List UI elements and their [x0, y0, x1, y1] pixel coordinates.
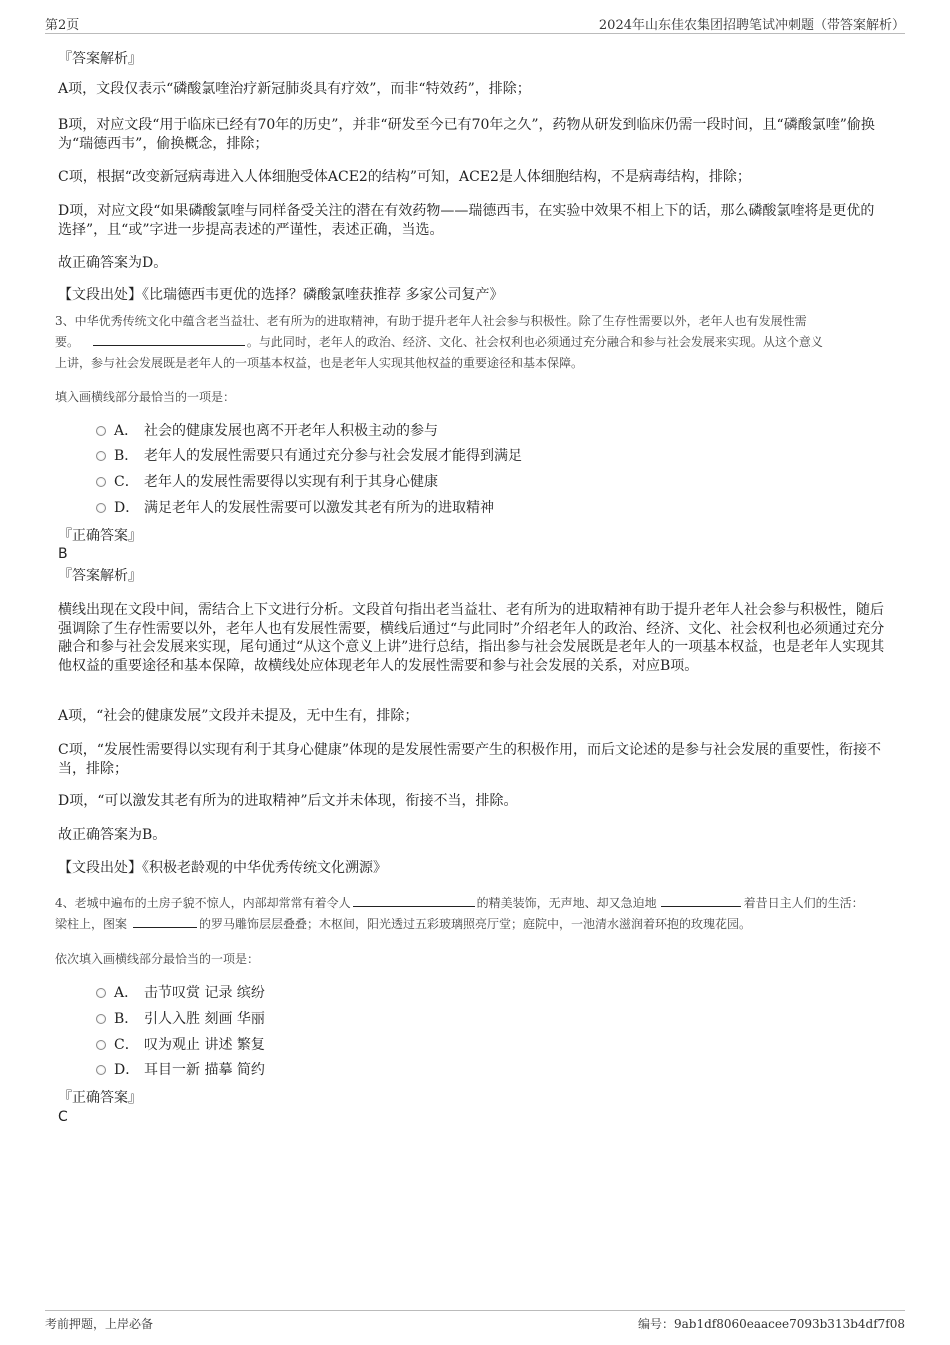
- q3-stem-line2: 要。 。与此同时，老年人的政治、经济、文化、社会权利也必须通过充分融合和参与社会发展来实现。从这个意义: [55, 335, 823, 349]
- radio-icon[interactable]: [96, 426, 106, 436]
- q4-stem-line1: 4、老城中遍布的土房子貌不惊人，内部却常常有着令人 的精美装饰，无声地、却又急迫地 着昔日主人们的生活：: [55, 896, 864, 910]
- q2-conclusion: 故正确答案为D。: [58, 255, 168, 271]
- q4-option-a[interactable]: A． 击节叹赏 记录 缤纷: [96, 983, 265, 1003]
- q3-option-c[interactable]: C． 老年人的发展性需要得以实现有利于其身心健康: [96, 472, 438, 492]
- q4-prompt: 依次填入画横线部分最恰当的一项是：: [55, 952, 260, 966]
- q4-stem: [55, 893, 905, 935]
- q3-blank: [93, 334, 245, 346]
- page-number: 第2页: [45, 18, 80, 33]
- q3-answer-heading: 『正确答案』: [58, 528, 142, 544]
- radio-icon[interactable]: [96, 451, 106, 461]
- q3-option-b[interactable]: B． 老年人的发展性需要只有通过充分参与社会发展才能得到满足: [96, 446, 522, 466]
- q3-answer: B: [58, 546, 68, 562]
- q3-stem: [55, 311, 905, 374]
- q4-blank-3: [133, 916, 197, 928]
- q3-source: 【文段出处】《积极老龄观的中华优秀传统文化溯源》: [58, 860, 387, 876]
- q2-analysis-b: B项，对应文段“用于临床已经有70年的历史”，并非“研发至今已有70年之久”，药物从研发到临床仍需一段时间，且“磷酸氯喹”偷换为“瑞德西韦”，偷换概念，排除；: [58, 117, 875, 152]
- q2-analysis-heading: 『答案解析』: [58, 51, 142, 67]
- q4-blank-1: [353, 895, 475, 907]
- radio-icon[interactable]: [96, 477, 106, 487]
- q2-analysis-d: D项，对应文段“如果磷酸氯喹与同样备受关注的潜在有效药物——瑞德西韦，在实验中效果不相上下的话，那么磷酸氯喹将是更优的选择”，且“或”字进一步提高表述的严谨性，表述正确，当选。: [58, 203, 875, 238]
- q4-answer: C: [58, 1109, 68, 1125]
- radio-icon[interactable]: [96, 1065, 106, 1075]
- q3-prompt: 填入画横线部分最恰当的一项是：: [55, 390, 236, 404]
- q4-blank-2: [661, 895, 741, 907]
- page-footer: [45, 1310, 905, 1334]
- q3-analysis-d: D项，“可以激发其老有所为的进取精神”后文并未体现，衔接不当，排除。: [58, 793, 518, 809]
- q4-option-b[interactable]: B． 引人入胜 刻画 华丽: [96, 1009, 265, 1029]
- q3-analysis-heading: 『答案解析』: [58, 568, 142, 584]
- q3-stem-line3: 上讲，参与社会发展既是老年人的一项基本权益，也是老年人实现其他权益的重要途径和基本保障。: [55, 356, 584, 370]
- radio-icon[interactable]: [96, 503, 106, 513]
- q4-option-d[interactable]: D． 耳目一新 描摹 简约: [96, 1060, 265, 1080]
- q3-analysis-c: C项，“发展性需要得以实现有利于其身心健康”体现的是发展性需要产生的积极作用，而后文论述的是参与社会发展的重要性，衔接不当，排除；: [58, 742, 882, 777]
- q2-source: 【文段出处】《比瑞德西韦更优的选择？磷酸氯喹获推荐 多家公司复产》: [58, 287, 504, 303]
- q3-conclusion: 故正确答案为B。: [58, 827, 167, 843]
- q2-analysis-c: C项，根据“改变新冠病毒进入人体细胞受体ACE2的结构”可知，ACE2是人体细胞结构，不是病毒结构，排除；: [58, 169, 751, 185]
- q4-answer-heading: 『正确答案』: [58, 1090, 142, 1106]
- q4-option-c[interactable]: C． 叹为观止 讲述 繁复: [96, 1035, 265, 1055]
- q3-analysis: 横线出现在文段中间，需结合上下文进行分析。文段首句指出老当益壮、老有所为的进取精神有助于提升老年人社会参与积极性，随后强调除了生存性需要以外，老年人也有发展性需要，横线后通过“与此同时”介绍老年人的政治、经济、文化、社会权利也必须通过充分融合和参与社会发展来实现，尾句通过“从这个意义上讲”进行总结，指出参与社会发展既是老年人的一项基本权益，也是老年人实现其他权益的重要途径和基本保障，故横线处应体现老年人的发展性需要和参与社会发展的关系，对应B项。: [58, 602, 885, 674]
- q3-option-d[interactable]: D． 满足老年人的发展性需要可以激发其老有所为的进取精神: [96, 498, 494, 518]
- q3-option-a[interactable]: A． 社会的健康发展也离不开老年人积极主动的参与: [96, 421, 438, 441]
- q3-analysis-a: A项，“社会的健康发展”文段并未提及，无中生有，排除；: [58, 708, 419, 724]
- q2-analysis-a: A项，文段仅表示“磷酸氯喹治疗新冠肺炎具有疗效”，而非“特效药”，排除；: [58, 81, 531, 97]
- document-title: 2024年山东佳农集团招聘笔试冲刺题（带答案解析）: [598, 18, 905, 33]
- document-id: 编号：9ab1df8060eaacee7093b313b4df7f08: [637, 1317, 905, 1331]
- radio-icon[interactable]: [96, 1014, 106, 1024]
- page-header: [45, 14, 905, 34]
- radio-icon[interactable]: [96, 988, 106, 998]
- radio-icon[interactable]: [96, 1040, 106, 1050]
- q4-stem-line2: 梁柱上，图案 的罗马雕饰层层叠叠；木枢间，阳光透过五彩玻璃照亮厅堂；庭院中，一池清水滋润着环抱的玫瑰花园。: [55, 917, 752, 931]
- footer-slogan: 考前押题，上岸必备: [45, 1317, 154, 1331]
- q3-stem-line1: 3、中华优秀传统文化中蕴含老当益壮、老有所为的进取精神，有助于提升老年人社会参与积极性。除了生存性需要以外，老年人也有发展性需: [55, 314, 807, 328]
